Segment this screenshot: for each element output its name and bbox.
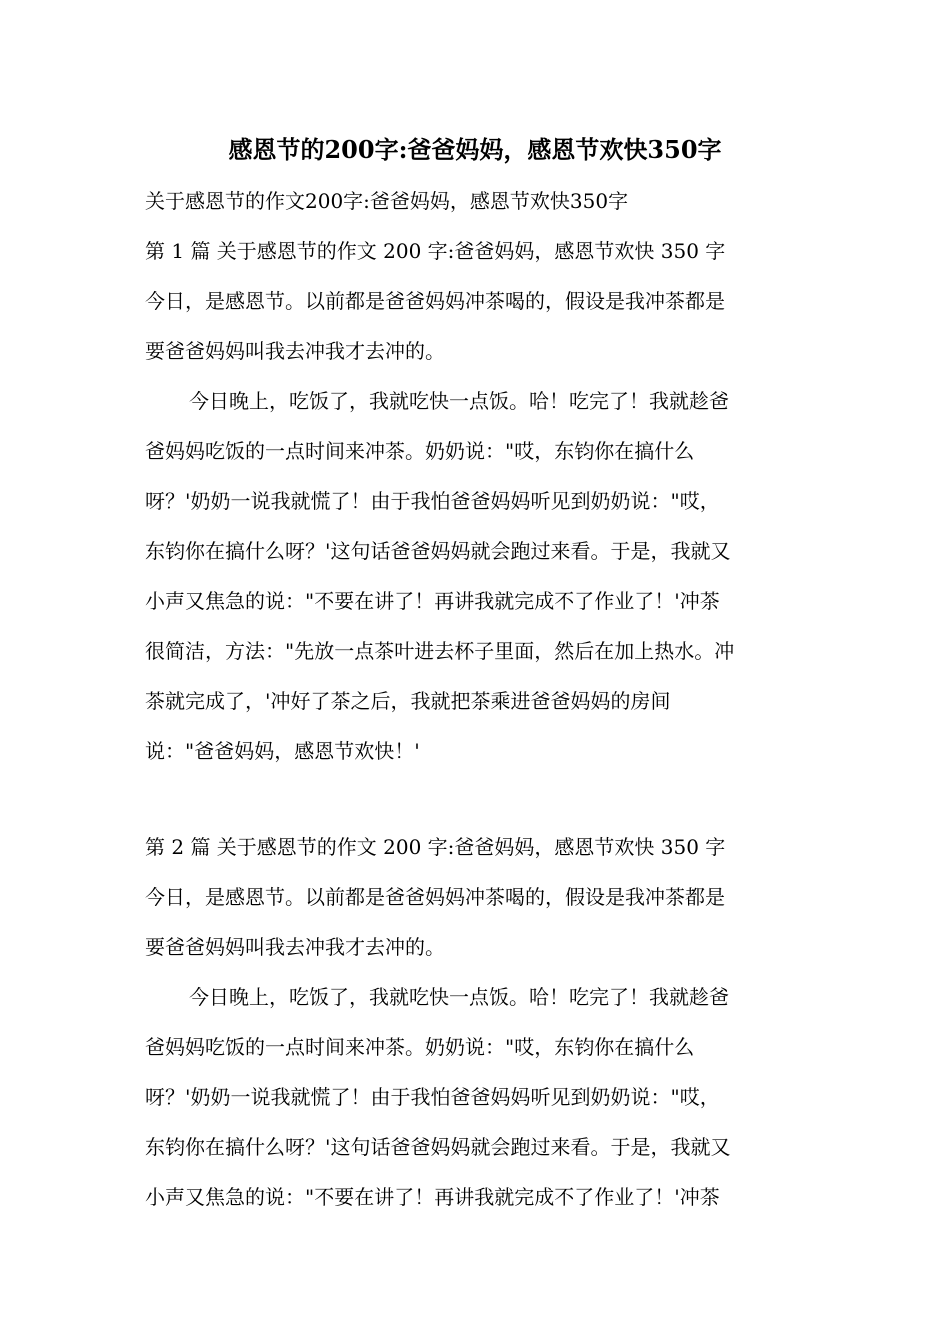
paragraph-line: 要爸爸妈妈叫我去冲我才去冲的。 — [145, 935, 445, 959]
document-subtitle: 关于感恩节的作文200字:爸爸妈妈，感恩节欢快350字 — [145, 189, 629, 213]
article-heading: 第 1 篇 关于感恩节的作文 200 字:爸爸妈妈，感恩节欢快 350 字 — [145, 239, 726, 263]
document-title: 感恩节的200字:爸爸妈妈，感恩节欢快350字 — [228, 135, 722, 164]
paragraph-line: 很简洁，方法："先放一点茶叶进去杯子里面，然后在加上热水。冲 — [145, 639, 735, 663]
paragraph-line: 今日晚上，吃饭了，我就吃快一点饭。哈！吃完了！我就趁爸 — [189, 985, 729, 1009]
paragraph-line: 爸妈妈吃饭的一点时间来冲茶。奶奶说："哎，东钧你在搞什么 — [145, 1035, 695, 1059]
paragraph-line: 爸妈妈吃饭的一点时间来冲茶。奶奶说："哎，东钧你在搞什么 — [145, 439, 695, 463]
paragraph-line: 呀？'奶奶一说我就慌了！由于我怕爸爸妈妈听见到奶奶说："哎， — [145, 1085, 720, 1109]
paragraph-line: 小声又焦急的说："不要在讲了！再讲我就完成不了作业了！'冲茶 — [145, 1185, 720, 1209]
paragraph-line: 小声又焦急的说："不要在讲了！再讲我就完成不了作业了！'冲茶 — [145, 589, 720, 613]
paragraph-line: 要爸爸妈妈叫我去冲我才去冲的。 — [145, 339, 445, 363]
article-2 — [145, 822, 807, 1222]
paragraph-line: 东钧你在搞什么呀？'这句话爸爸妈妈就会跑过来看。于是，我就又 — [145, 539, 731, 563]
document-subtitle-block — [145, 176, 807, 226]
article-heading: 第 2 篇 关于感恩节的作文 200 字:爸爸妈妈，感恩节欢快 350 字 — [145, 835, 726, 859]
paragraph-line: 茶就完成了，'冲好了茶之后，我就把茶乘进爸爸妈妈的房间 — [145, 689, 671, 713]
paragraph-line: 东钧你在搞什么呀？'这句话爸爸妈妈就会跑过来看。于是，我就又 — [145, 1135, 731, 1159]
paragraph-line: 呀？'奶奶一说我就慌了！由于我怕爸爸妈妈听见到奶奶说："哎， — [145, 489, 720, 513]
article-1 — [145, 226, 807, 776]
paragraph-line: 说："爸爸妈妈，感恩节欢快！' — [145, 739, 420, 763]
paragraph-line: 今日，是感恩节。以前都是爸爸妈妈冲茶喝的，假设是我冲茶都是 — [145, 885, 725, 909]
paragraph-line: 今日，是感恩节。以前都是爸爸妈妈冲茶喝的，假设是我冲茶都是 — [145, 289, 725, 313]
paragraph-line: 今日晚上，吃饭了，我就吃快一点饭。哈！吃完了！我就趁爸 — [189, 389, 729, 413]
